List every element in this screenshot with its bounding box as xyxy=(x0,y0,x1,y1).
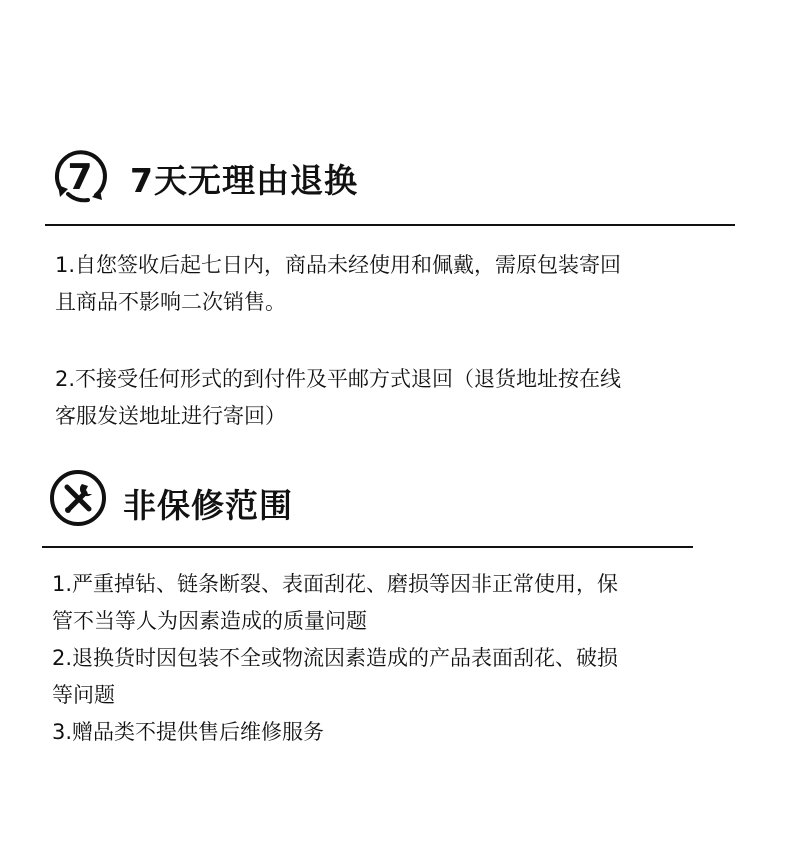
non-warranty-line: 3.赠品类不提供售后维修服务 xyxy=(52,720,325,744)
return-paragraph-1 xyxy=(55,247,621,321)
section-divider-return xyxy=(45,224,735,226)
section-title-return: 7天无理由退换 xyxy=(130,161,358,200)
return-7-days-icon xyxy=(50,147,110,207)
non-warranty-line: 1.严重掉钻、链条断裂、表面刮花、磨损等因非正常使用，保 xyxy=(52,572,619,596)
return-7-days-number: 7 xyxy=(67,157,93,198)
repair-tools-icon xyxy=(48,468,108,528)
return-paragraph-2-line-2: 客服发送地址进行寄回） xyxy=(55,404,286,428)
return-paragraph-2-line-1: 2.不接受任何形式的到付件及平邮方式退回（退货地址按在线 xyxy=(55,367,622,391)
non-warranty-line: 2.退换货时因包装不全或物流因素造成的产品表面刮花、破损 xyxy=(52,646,619,670)
return-paragraph-1-line-1: 1.自您签收后起七日内，商品未经使用和佩戴，需原包装寄回 xyxy=(55,253,622,277)
non-warranty-line: 管不当等人为因素造成的质量问题 xyxy=(52,609,367,633)
section-divider-non-warranty xyxy=(42,546,693,548)
non-warranty-list xyxy=(52,566,618,751)
return-paragraph-2 xyxy=(55,361,621,435)
return-paragraph-1-line-2: 且商品不影响二次销售。 xyxy=(55,290,286,314)
non-warranty-line: 等问题 xyxy=(52,683,115,707)
section-title-non-warranty: 非保修范围 xyxy=(123,486,293,525)
